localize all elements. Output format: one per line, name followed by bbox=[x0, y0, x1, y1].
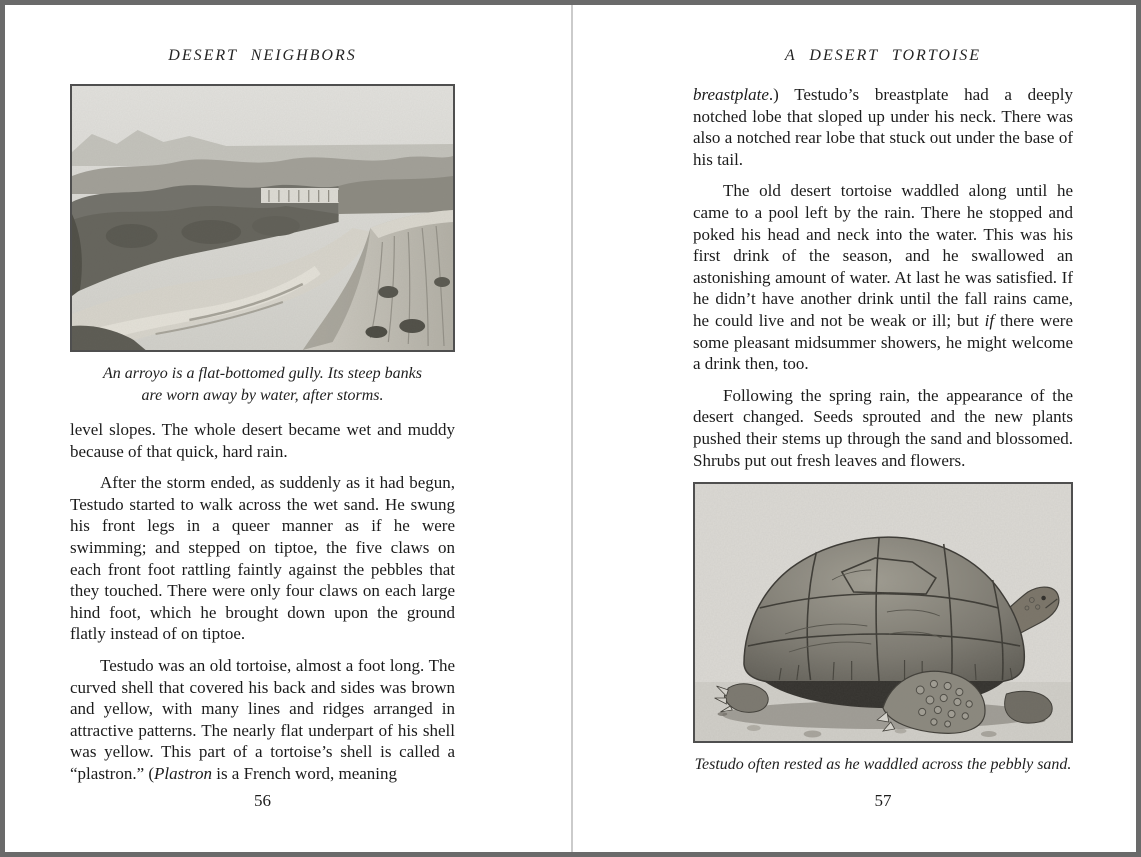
arroyo-caption-line1: An arroyo is a flat-bottomed gully. Its steep banks bbox=[103, 365, 422, 382]
tortoise-caption: Testudo often rested as he waddled across the pebbly sand. bbox=[694, 756, 1072, 774]
left-paragraph-1: level slopes. The whole desert became wet and muddy because of that quick, hard rain. bbox=[70, 420, 455, 461]
arroyo-caption-line2: are worn away by water, after storms. bbox=[141, 387, 384, 404]
right-page bbox=[693, 5, 1073, 852]
left-paragraph-2: After the storm ended, as suddenly as it had begun, Testudo started to walk across the wet sand. He swung his front legs in a queer manner as if he were swimming; and stepped on tiptoe, the five claws on each front foot rattling faintly against the pebbles that they touched. There were only four claws on each large hind foot, which he brought down upon the ground flatly instead of on tiptoe. bbox=[70, 473, 455, 644]
right-page-number: 57 bbox=[874, 791, 892, 810]
right-paragraph-3: Following the spring rain, the appearance of the desert changed. Seeds sprouted and the new plants pushed their stems up through the sand and blossomed. Shrubs put out fresh leaves and flowers. bbox=[693, 385, 1073, 470]
right-paragraph-2: The old desert tortoise waddled along until he came to a pool left by the rain. There he stopped and poked his head and neck into the water. This was his first drink of the season, and he swallowed an astonishing amount of water. At last he was satisfied. If he didn’t have another drink until the fall rains came, he could live and not be weak or ill; but if there were some pleasant midsummer showers, he might welcome a drink then, too. bbox=[693, 181, 1073, 374]
arroyo-photo bbox=[70, 84, 455, 352]
left-paragraph-3: Testudo was an old tortoise, almost a foot long. The curved shell that covered his back and sides was brown and yellow, with many lines and ridges arranged in attractive patterns. The nearly flat underpart of his shell was yellow. This part of a tortoise’s shell is called a “plastron.” (Plastron is a French word, meaning bbox=[70, 655, 455, 783]
arroyo-figure bbox=[70, 84, 455, 407]
tortoise-figure bbox=[693, 482, 1073, 776]
tortoise-photo bbox=[693, 482, 1073, 743]
left-running-head: DESERT NEIGHBORS bbox=[168, 47, 357, 64]
left-page bbox=[70, 5, 455, 852]
right-running-head: A DESERT TORTOISE bbox=[784, 47, 982, 64]
right-paragraph-1: breastplate.) Testudo’s breastplate had a deeply notched lobe that sloped up under his neck. There was also a notched rear lobe that stuck out under the base of his tail. bbox=[693, 85, 1073, 169]
page-divider bbox=[571, 5, 573, 852]
left-page-number: 56 bbox=[254, 791, 271, 810]
arroyo-caption bbox=[70, 363, 455, 407]
